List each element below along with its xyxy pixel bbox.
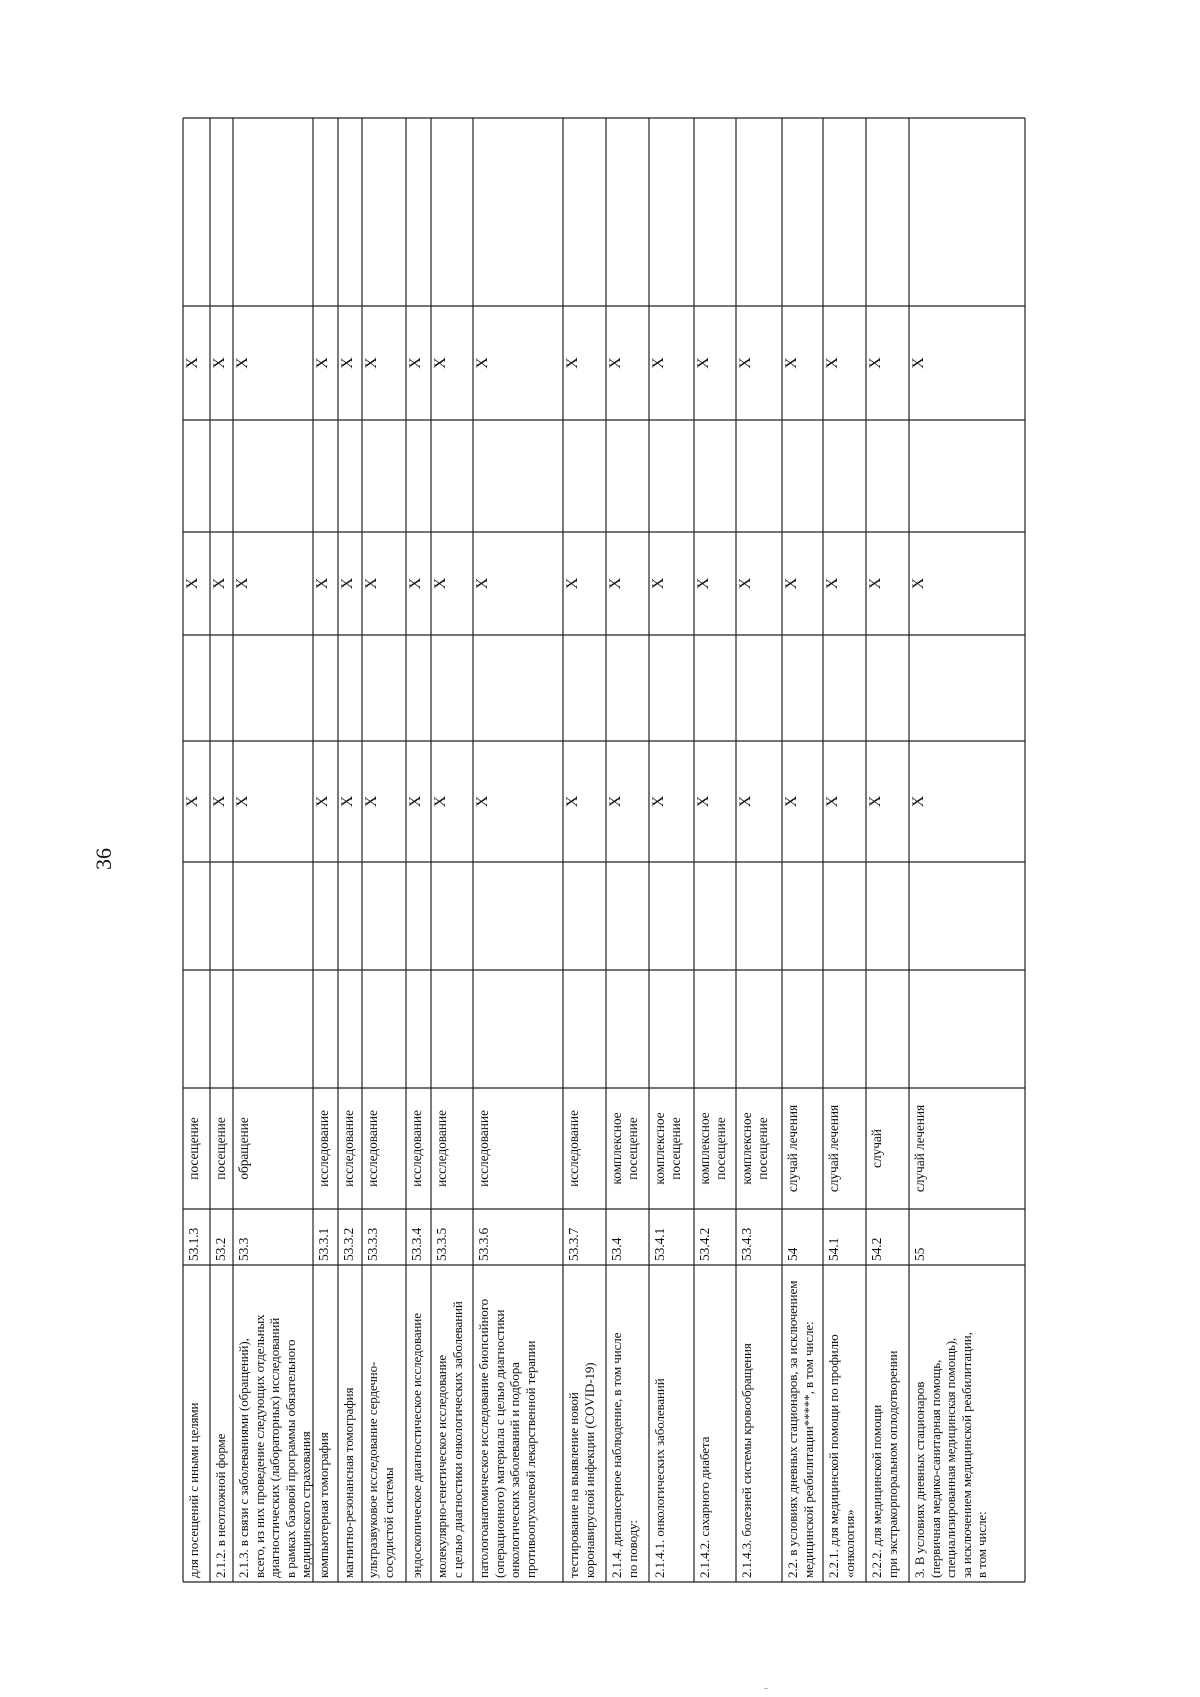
row-mark-cell <box>210 532 233 635</box>
row-unit-cell <box>431 1088 473 1209</box>
row-mark-cell <box>606 532 649 635</box>
row-mark: X <box>314 357 331 369</box>
row-name-cell <box>233 1265 313 1582</box>
row-mark-cell <box>210 306 233 420</box>
row-unit-cell <box>736 1088 782 1209</box>
row-name: компьютерная томография <box>316 1432 331 1578</box>
row-mark: X <box>339 357 356 369</box>
row-unit-cell <box>406 1088 431 1209</box>
scan-artifact <box>764 1688 768 1689</box>
row-mark-cell <box>823 306 866 420</box>
row-name: 2.1.4.3. болезней системы кровообращения <box>739 1343 754 1578</box>
row-code: 53.4.1 <box>652 1227 667 1261</box>
row-mark: X <box>607 577 624 590</box>
row-name-cell <box>866 1265 909 1582</box>
row-name-cell <box>909 1265 1025 1582</box>
row-code: 53.4.3 <box>739 1227 754 1261</box>
row-mark-cell <box>649 306 694 420</box>
row-mark-cell <box>406 306 431 420</box>
row-unit: исследование <box>566 1110 581 1187</box>
row-mark-cell <box>362 741 406 862</box>
row-name-cell <box>782 1265 823 1582</box>
row-code: 53.1.3 <box>186 1227 201 1261</box>
row-unit-cell <box>313 1088 338 1209</box>
row-unit: случай <box>869 1129 884 1168</box>
row-unit-cell <box>233 1088 313 1209</box>
row-mark: X <box>339 795 356 808</box>
row-unit-cell <box>866 1088 909 1209</box>
row-mark: X <box>363 357 380 369</box>
row-mark: X <box>184 795 201 808</box>
row-code-cell <box>694 1209 736 1265</box>
row-code: 53.3 <box>236 1237 251 1261</box>
row-mark-cell <box>362 532 406 635</box>
row-code: 53.3.1 <box>316 1227 331 1261</box>
row-mark: X <box>564 795 581 808</box>
row-unit-cell <box>782 1088 823 1209</box>
row-name-cell <box>406 1265 431 1582</box>
row-unit-cell <box>183 1088 210 1209</box>
row-unit-cell <box>338 1088 362 1209</box>
row-mark-cell <box>313 741 338 862</box>
row-code-cell <box>563 1209 606 1265</box>
row-mark-cell <box>338 306 362 420</box>
row-name-cell <box>338 1265 362 1582</box>
row-mark: X <box>564 577 581 590</box>
row-mark-cell <box>909 306 1025 420</box>
row-unit: исследование <box>434 1110 449 1187</box>
row-mark: X <box>339 577 356 590</box>
row-mark: X <box>783 577 800 590</box>
row-mark-cell <box>233 532 313 635</box>
row-mark: X <box>650 577 667 590</box>
row-code-cell <box>313 1209 338 1265</box>
row-mark-cell <box>406 532 431 635</box>
row-name-cell <box>313 1265 338 1582</box>
row-unit-cell <box>823 1088 866 1209</box>
row-mark: X <box>867 577 884 590</box>
row-mark: X <box>737 357 754 369</box>
row-mark: X <box>824 357 841 369</box>
row-code-cell <box>736 1209 782 1265</box>
row-name: 2.1.3. в связи с заболеваниями (обращений), всего, из них проведение следующих отдельных диагностических (лабораторных) исследований в рамках базовой программы обязательного медицинского страхования <box>236 1314 313 1578</box>
row-mark: X <box>363 795 380 808</box>
row-name: 2.2.2. для медицинской помощи при экстракорпоральном оплодотворении <box>869 1350 900 1578</box>
page-number: 36 <box>91 848 116 870</box>
row-code-cell <box>362 1209 406 1265</box>
row-mark-cell <box>694 306 736 420</box>
row-mark-cell <box>338 741 362 862</box>
row-mark-cell <box>909 741 1025 862</box>
row-name: 2.2.1. для медицинской помощи по профилю «онкология» <box>826 1334 857 1578</box>
row-mark-cell <box>694 741 736 862</box>
row-mark: X <box>432 577 449 590</box>
row-unit-cell <box>649 1088 694 1209</box>
row-unit: обращение <box>236 1117 251 1180</box>
row-name-cell <box>606 1265 649 1582</box>
row-mark-cell <box>782 741 823 862</box>
row-code: 53.3.7 <box>566 1227 581 1261</box>
row-code-cell <box>338 1209 362 1265</box>
row-unit-cell <box>606 1088 649 1209</box>
row-mark-cell <box>362 306 406 420</box>
row-mark-cell <box>866 532 909 635</box>
row-unit: случай лечения <box>912 1104 927 1193</box>
row-mark: X <box>314 795 331 808</box>
row-mark-cell <box>694 532 736 635</box>
row-mark: X <box>407 357 424 369</box>
row-mark-cell <box>473 306 563 420</box>
row-name-cell <box>431 1265 473 1582</box>
row-mark-cell <box>313 532 338 635</box>
row-name: тестирование на выявление новой коронавирусной инфекции (COVID-19) <box>566 1362 597 1578</box>
row-code: 53.2 <box>213 1237 228 1261</box>
row-code: 53.3.6 <box>476 1227 491 1261</box>
row-name: эндоскопическое диагностическое исследование <box>409 1313 424 1578</box>
row-unit: комплексное посещение <box>609 1112 640 1185</box>
row-mark: X <box>737 577 754 590</box>
row-mark: X <box>867 795 884 808</box>
row-name-cell <box>649 1265 694 1582</box>
row-name-cell <box>563 1265 606 1582</box>
row-name: молекулярно-генетическое исследование с целью диагностики онкологических заболеваний <box>434 1301 465 1578</box>
row-name: 2.1.4.2. сахарного диабета <box>697 1436 712 1578</box>
row-mark-cell <box>606 306 649 420</box>
row-unit: исследование <box>341 1110 356 1187</box>
row-mark: X <box>184 357 201 369</box>
row-mark-cell <box>431 741 473 862</box>
row-mark: X <box>910 795 927 808</box>
row-mark: X <box>867 357 884 369</box>
row-unit-cell <box>473 1088 563 1209</box>
row-mark: X <box>824 577 841 590</box>
row-mark-cell <box>736 306 782 420</box>
row-mark: X <box>474 577 491 590</box>
row-mark: X <box>234 795 251 808</box>
row-mark: X <box>824 795 841 808</box>
row-unit-cell <box>563 1088 606 1209</box>
row-code: 54.2 <box>869 1237 884 1261</box>
row-mark-cell <box>473 532 563 635</box>
row-code-cell <box>473 1209 563 1265</box>
row-mark: X <box>234 577 251 590</box>
row-mark-cell <box>183 741 210 862</box>
row-mark-cell <box>782 532 823 635</box>
row-mark: X <box>695 577 712 590</box>
row-mark: X <box>211 795 228 808</box>
row-code-cell <box>183 1209 210 1265</box>
row-unit: посещение <box>213 1117 228 1180</box>
row-name-cell <box>823 1265 866 1582</box>
row-name: ультразвуковое исследование сердечно- сосудистой системы <box>365 1361 396 1578</box>
row-mark-cell <box>313 306 338 420</box>
row-mark-cell <box>233 306 313 420</box>
row-unit: исследование <box>365 1110 380 1187</box>
row-mark: X <box>407 795 424 808</box>
row-code: 54 <box>785 1247 800 1261</box>
row-unit: комплексное посещение <box>739 1112 770 1185</box>
row-code: 53.3.3 <box>365 1227 380 1261</box>
row-name-cell <box>694 1265 736 1582</box>
row-mark-cell <box>563 306 606 420</box>
row-code-cell <box>649 1209 694 1265</box>
row-name: 3. В условиях дневных стационаров (первичная медико-санитарная помощь, специализированная медицинская помощь), за исключением медицинской реабилитации, в том числе: <box>912 1332 990 1578</box>
row-code: 53.3.4 <box>409 1227 424 1261</box>
row-mark-cell <box>431 306 473 420</box>
row-mark-cell <box>473 741 563 862</box>
row-mark: X <box>407 577 424 590</box>
row-code: 53.4.2 <box>697 1227 712 1261</box>
row-mark-cell <box>736 741 782 862</box>
row-name: 2.1.4.1. онкологических заболеваний <box>652 1378 667 1578</box>
row-mark-cell <box>406 741 431 862</box>
row-mark-cell <box>563 532 606 635</box>
row-name: 2.1.2. в неотложной форме <box>213 1433 228 1578</box>
row-unit: случай лечения <box>826 1104 841 1193</box>
row-mark: X <box>184 577 201 590</box>
row-mark-cell <box>823 741 866 862</box>
row-mark: X <box>314 577 331 590</box>
row-unit: случай лечения <box>785 1104 800 1193</box>
row-name-cell <box>362 1265 406 1582</box>
row-mark: X <box>564 357 581 369</box>
row-code-cell <box>823 1209 866 1265</box>
row-mark: X <box>695 795 712 808</box>
row-mark: X <box>695 357 712 369</box>
row-mark: X <box>650 357 667 369</box>
row-code-cell <box>431 1209 473 1265</box>
row-unit: посещение <box>186 1117 201 1180</box>
row-name: патологоанатомическое исследование биопсийного (операционного) материала с целью диагностики онкологических заболеваний и подбора противоопухолевой лекарственной терапии <box>476 1298 538 1578</box>
row-mark: X <box>650 795 667 808</box>
row-mark-cell <box>431 532 473 635</box>
row-unit: исследование <box>409 1110 424 1187</box>
row-mark: X <box>432 795 449 808</box>
row-name-cell <box>183 1265 210 1582</box>
data-table <box>183 118 1025 1582</box>
row-mark: X <box>211 577 228 590</box>
row-mark: X <box>432 357 449 369</box>
row-mark: X <box>910 357 927 369</box>
row-mark-cell <box>606 741 649 862</box>
row-mark-cell <box>338 532 362 635</box>
row-unit: комплексное посещение <box>652 1112 683 1185</box>
row-unit: исследование <box>316 1110 331 1187</box>
row-code-cell <box>866 1209 909 1265</box>
row-mark: X <box>211 357 228 369</box>
row-mark-cell <box>649 741 694 862</box>
row-mark: X <box>607 357 624 369</box>
row-code-cell <box>782 1209 823 1265</box>
row-code-cell <box>233 1209 313 1265</box>
row-mark-cell <box>649 532 694 635</box>
row-mark: X <box>474 357 491 369</box>
row-name: для посещений с иными целями <box>186 1402 201 1578</box>
row-mark-cell <box>866 741 909 862</box>
row-mark-cell <box>782 306 823 420</box>
row-mark: X <box>910 577 927 590</box>
row-name-cell <box>473 1265 563 1582</box>
row-mark-cell <box>736 532 782 635</box>
row-unit: исследование <box>476 1110 491 1187</box>
row-code-cell <box>406 1209 431 1265</box>
row-mark-cell <box>823 532 866 635</box>
row-name-cell <box>210 1265 233 1582</box>
row-mark-cell <box>909 532 1025 635</box>
row-mark: X <box>737 795 754 808</box>
row-unit-cell <box>694 1088 736 1209</box>
row-code-cell <box>909 1209 1025 1265</box>
row-mark: X <box>607 795 624 808</box>
row-name-cell <box>736 1265 782 1582</box>
row-name: 2.2. в условиях дневных стационаров, за исключением медицинской реабилитации*****, в том числе: <box>785 1280 816 1578</box>
row-code-cell <box>210 1209 233 1265</box>
row-mark: X <box>783 795 800 808</box>
row-name: магнитно-резонансная томография <box>341 1387 356 1578</box>
row-mark: X <box>783 357 800 369</box>
row-mark-cell <box>183 532 210 635</box>
row-code: 53.4 <box>609 1237 624 1261</box>
row-code: 53.3.2 <box>341 1227 356 1261</box>
row-mark-cell <box>866 306 909 420</box>
row-name: 2.1.4. диспансерное наблюдение, в том числе по поводу: <box>609 1332 640 1578</box>
row-code: 55 <box>912 1247 927 1261</box>
row-unit-cell <box>909 1088 1025 1209</box>
row-mark: X <box>234 357 251 369</box>
row-unit: комплексное посещение <box>697 1112 728 1185</box>
row-code-cell <box>606 1209 649 1265</box>
row-code: 54.1 <box>826 1237 841 1261</box>
row-mark: X <box>363 577 380 590</box>
row-code: 53.3.5 <box>434 1227 449 1261</box>
row-mark-cell <box>183 306 210 420</box>
row-mark-cell <box>233 741 313 862</box>
row-mark-cell <box>210 741 233 862</box>
row-unit-cell <box>362 1088 406 1209</box>
row-unit-cell <box>210 1088 233 1209</box>
row-mark-cell <box>563 741 606 862</box>
row-mark: X <box>474 795 491 808</box>
